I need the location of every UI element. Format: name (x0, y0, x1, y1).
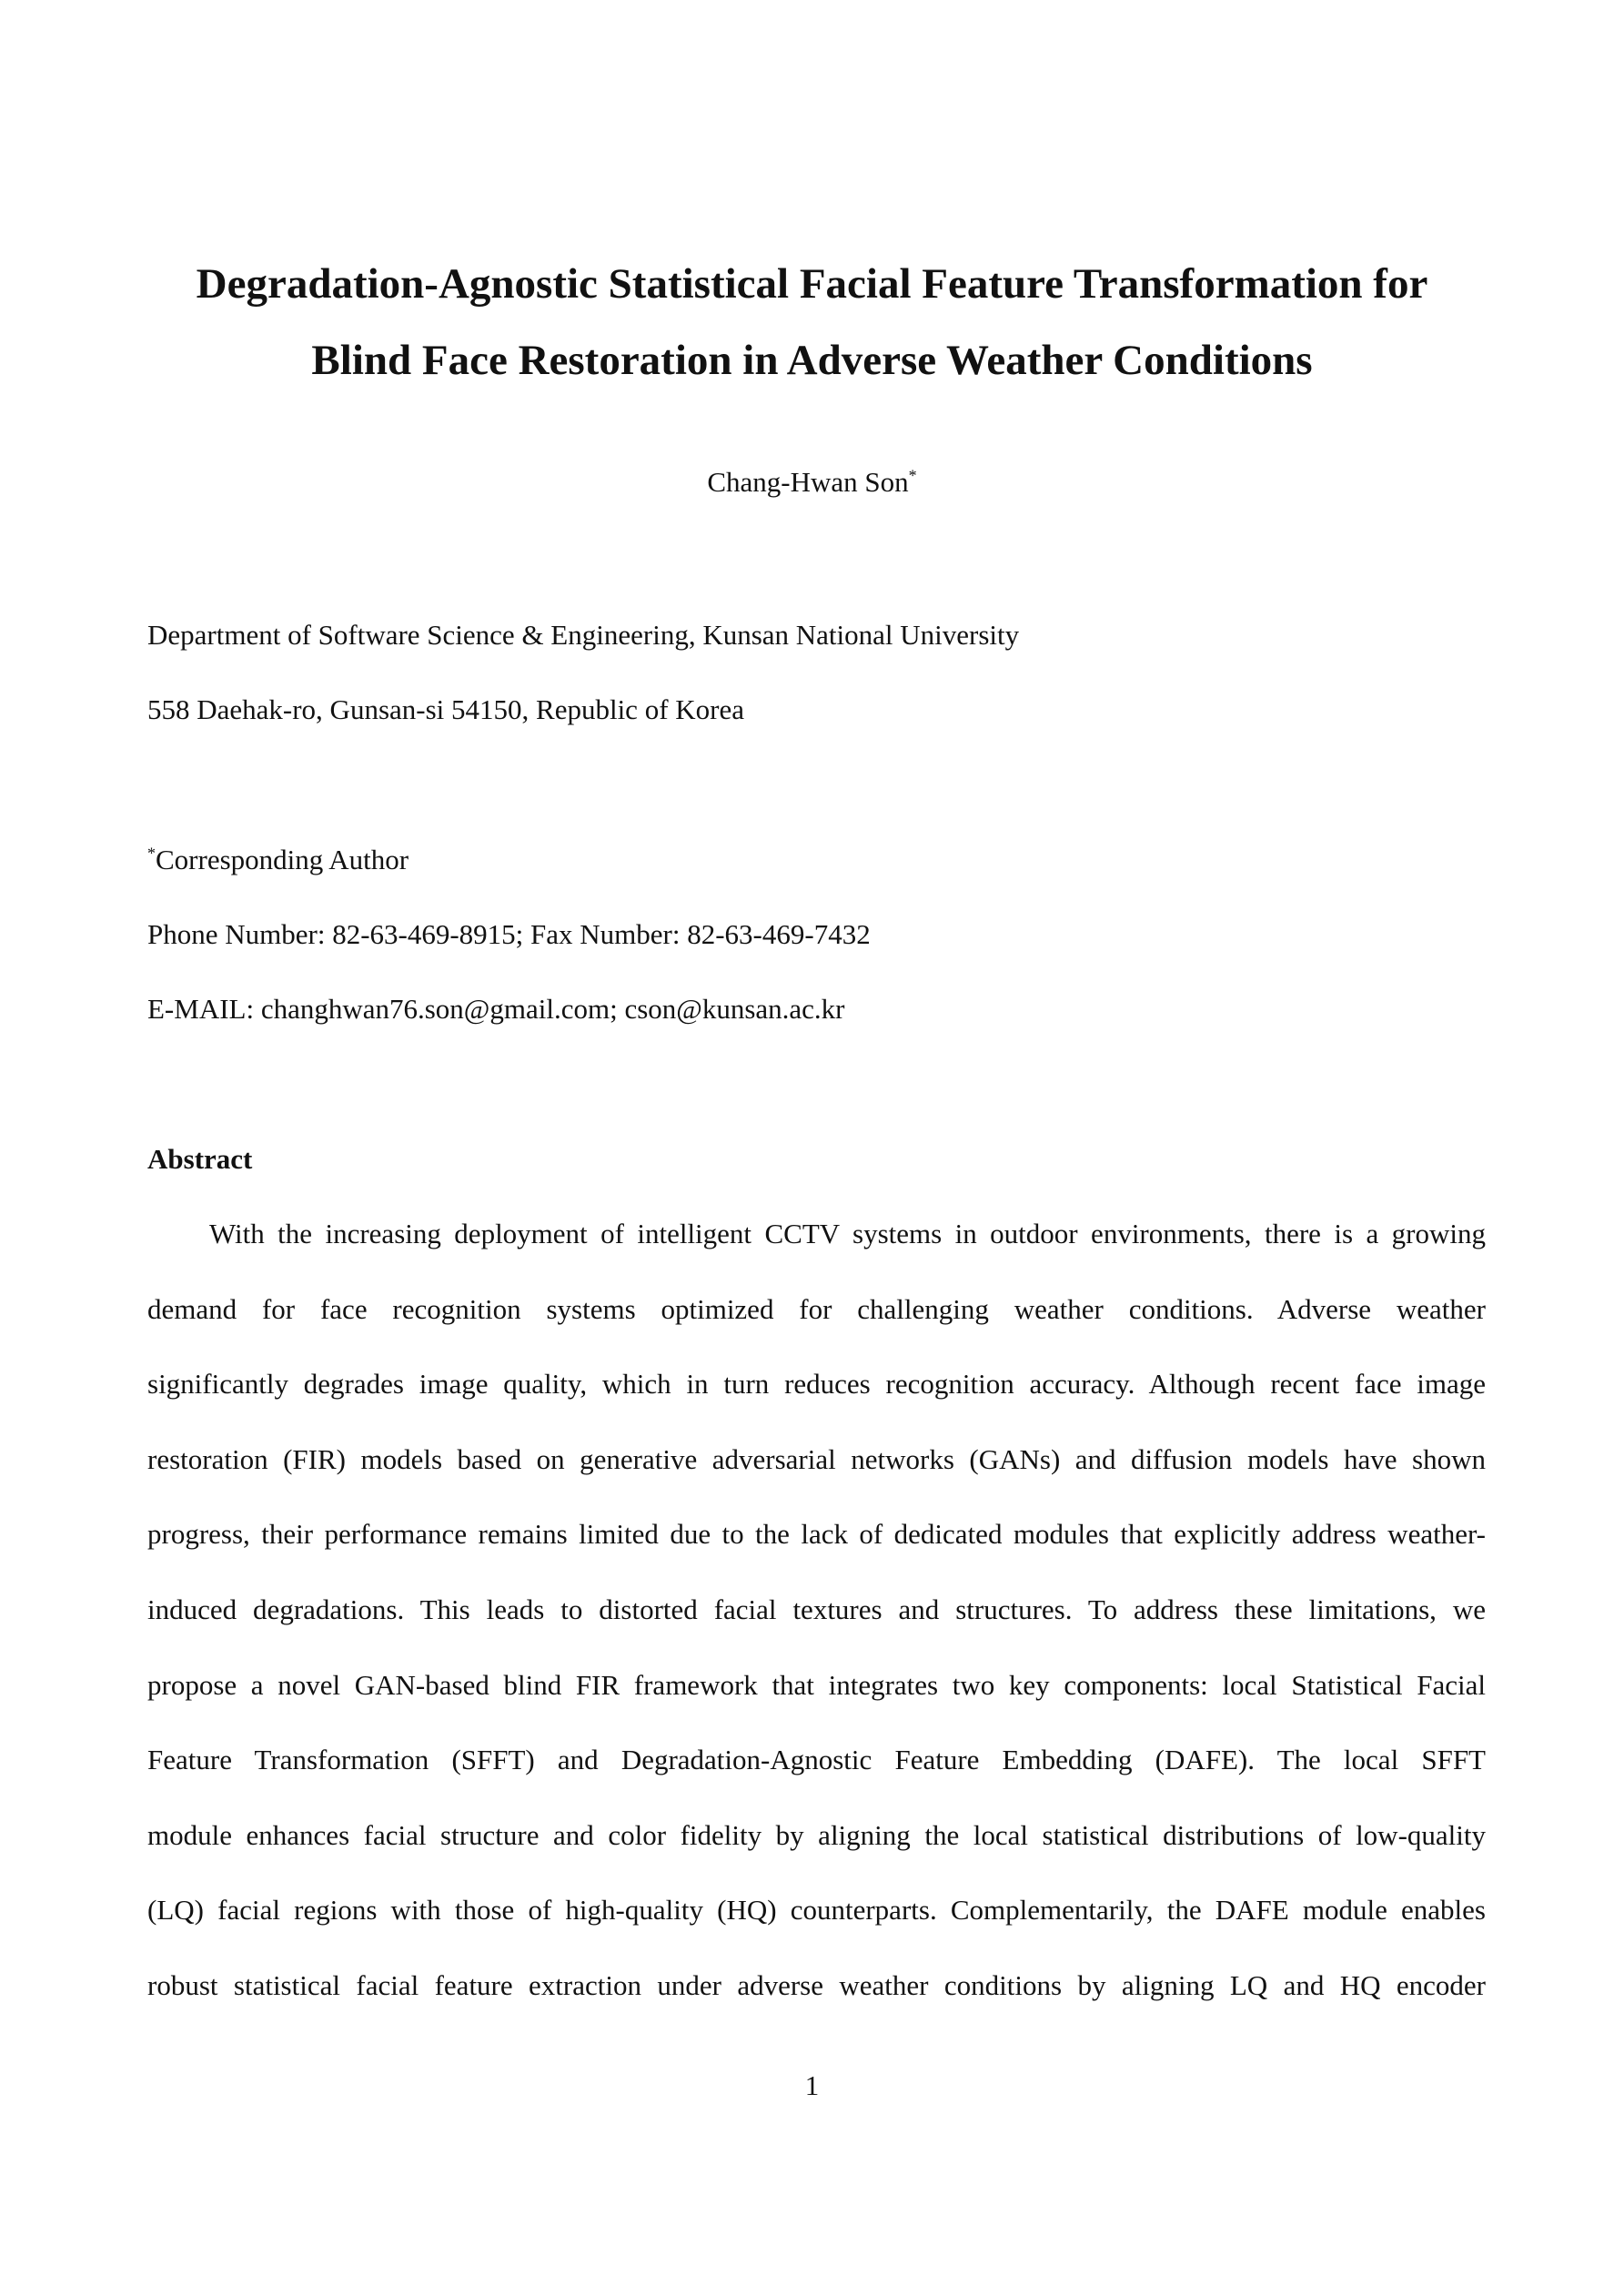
abstract-line: progress, their performance remains limited due to the lack of dedicated modules that explicitly address weather- (147, 1518, 1486, 1551)
author-name: Chang-Hwan Son (707, 466, 909, 498)
corresponding-mark: * (147, 844, 156, 863)
affiliation-address: 558 Daehak-ro, Gunsan-si 54150, Republic of Korea (147, 693, 744, 725)
corresponding-author-label: Corresponding Author (156, 844, 409, 875)
affiliation-department: Department of Software Science & Engineering, Kunsan National University (147, 619, 1020, 651)
author-corresponding-mark: * (908, 466, 917, 485)
abstract-line: induced degradations. This leads to distorted facial textures and structures. To address these limitations, we (147, 1593, 1486, 1625)
abstract-line: demand for face recognition systems optimized for challenging weather conditions. Adverse weather (147, 1292, 1486, 1325)
abstract-line: module enhances facial structure and color fidelity by aligning the local statistical distributions of low-quality (147, 1818, 1486, 1851)
corresponding-author-line (147, 842, 409, 878)
paper-title-line-1: Degradation-Agnostic Statistical Facial Feature Transformation for (196, 260, 1428, 308)
abstract-heading: Abstract (147, 1143, 253, 1175)
abstract-line: Feature Transformation (SFFT) and Degradation-Agnostic Feature Embedding (DAFE). The local SFFT (147, 1744, 1486, 1776)
phone-fax-line: Phone Number: 82-63-469-8915; Fax Number: 82-63-469-7432 (147, 918, 871, 950)
abstract-body (147, 1216, 1486, 2043)
abstract-line: (LQ) facial regions with those of high-quality (HQ) counterparts. Complementarily, the DAFE module enables (147, 1894, 1486, 1927)
paper-title-line-2: Blind Face Restoration in Adverse Weather Conditions (311, 337, 1313, 384)
page-number: 1 (804, 2069, 820, 2101)
abstract-line: restoration (FIR) models based on generative adversarial networks (GANs) and diffusion models have shown (147, 1442, 1486, 1475)
abstract-line: significantly degrades image quality, which in turn reduces recognition accuracy. Although recent face image (147, 1368, 1486, 1401)
abstract-line: With the increasing deployment of intelligent CCTV systems in outdoor environments, there is a growing (209, 1218, 1486, 1249)
email-line: E-MAIL: changhwan76.son@gmail.com; cson@kunsan.ac.kr (147, 993, 845, 1025)
author-line (0, 464, 1624, 501)
abstract-line: robust statistical facial feature extraction under adverse weather conditions by aligning LQ and HQ encoder (147, 1968, 1486, 2001)
abstract-line: propose a novel GAN-based blind FIR framework that integrates two key components: local Statistical Facial (147, 1668, 1486, 1701)
